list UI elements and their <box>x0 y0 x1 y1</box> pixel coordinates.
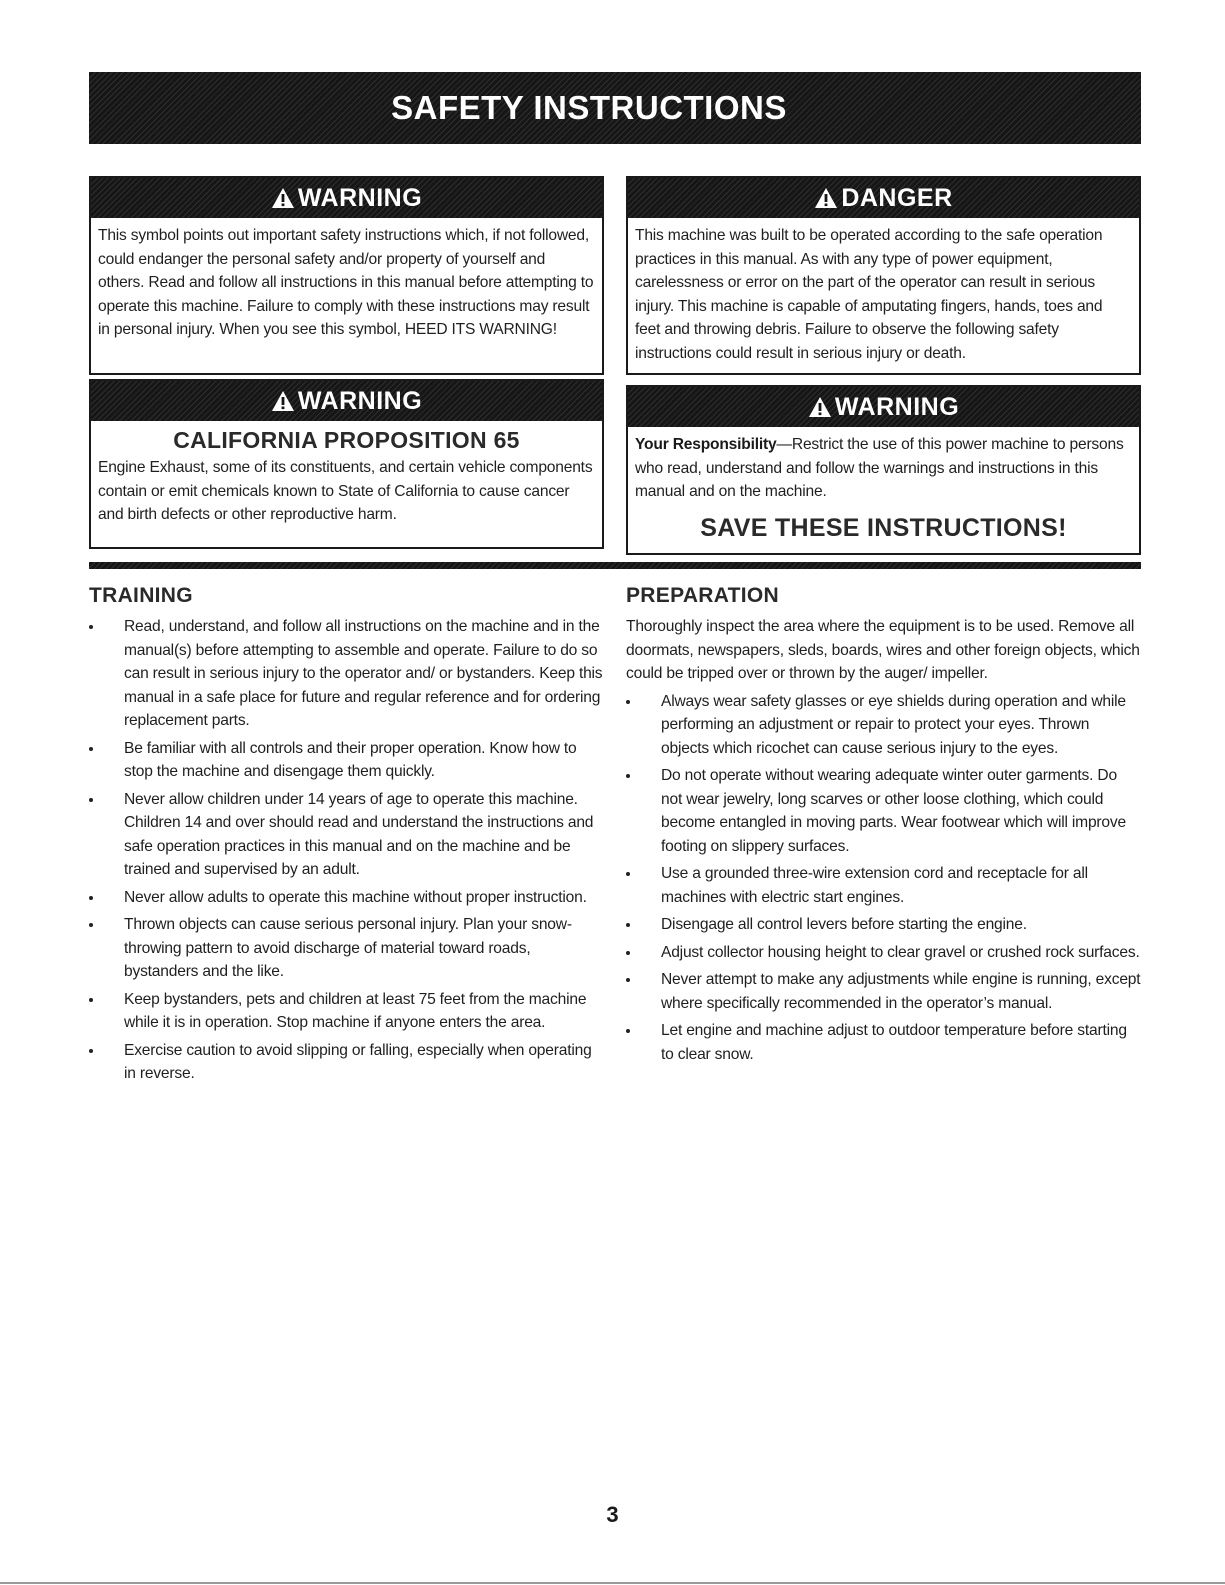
bullet-icon <box>89 923 93 927</box>
list-item: Read, understand, and follow all instructions on the machine and in the manual(s) before attempting to assemble and operate. Failure to do so can result in serious injury to the operator and/ or bystanders. Keep this manual in a safe place for future and regular reference and for ordering replacement parts. <box>89 615 604 733</box>
bullet-icon <box>89 998 93 1002</box>
warning-triangle-icon <box>808 396 832 418</box>
bullet-icon <box>89 747 93 751</box>
list-item: Always wear safety glasses or eye shields during operation and while performing an adjustment or repair to protect your eyes. Thrown objects which ricochet can cause serious injury to the eyes. <box>626 690 1141 761</box>
bullet-icon <box>89 1049 93 1053</box>
responsibility-box <box>626 385 1141 555</box>
bullet-icon <box>89 798 93 802</box>
responsibility-text <box>628 427 1139 504</box>
page-banner <box>89 72 1141 144</box>
responsibility-box-header <box>628 387 1139 427</box>
warning-triangle-icon <box>271 390 295 412</box>
training-heading: TRAINING <box>89 584 193 607</box>
list-item: Do not operate without wearing adequate winter outer garments. Do not wear jewelry, long scarves or other loose clothing, which could become entangled in moving parts. Wear footwear which will improve footing on slippery surfaces. <box>626 764 1141 858</box>
prop65-box-header-label: WARNING <box>297 386 423 415</box>
list-item: Be familiar with all controls and their proper operation. Know how to stop the machine and disengage them quickly. <box>89 737 604 784</box>
prop65-box <box>89 379 604 549</box>
bullet-icon <box>626 872 630 876</box>
list-item: Never allow children under 14 years of age to operate this machine. Children 14 and over should read and understand the instructions and safe operation practices in this manual and on the machine and be trained and supervised by an adult. <box>89 788 604 882</box>
warning-box-header-label: WARNING <box>297 183 423 212</box>
list-item: Thrown objects can cause serious personal injury. Plan your snow-throwing pattern to avoid discharge of material toward roads, bystanders and the like. <box>89 913 604 984</box>
bullet-icon <box>89 896 93 900</box>
list-item: Let engine and machine adjust to outdoor temperature before starting to clear snow. <box>626 1019 1141 1066</box>
list-item: Disengage all control levers before starting the engine. <box>626 913 1141 937</box>
training-list <box>89 615 604 1086</box>
bullet-icon <box>626 774 630 778</box>
list-item: Exercise caution to avoid slipping or falling, especially when operating in reverse. <box>89 1039 604 1086</box>
list-item: Never allow adults to operate this machine without proper instruction. <box>89 886 604 910</box>
responsibility-label: Your Responsibility <box>635 436 777 453</box>
save-instructions-title: SAVE THESE INSTRUCTIONS! <box>700 513 1067 542</box>
bullet-icon <box>626 700 630 704</box>
preparation-intro: Thoroughly inspect the area where the equipment is to be used. Remove all doormats, newspapers, sleds, boards, wires and other foreign objects, which could be tripped over or thrown by the auger/ impeller. <box>626 618 1140 682</box>
bottom-rule <box>0 1582 1225 1584</box>
prop65-box-header <box>91 381 602 421</box>
warning-box-text: This symbol points out important safety instructions which, if not followed, could endanger the personal safety and/or property of yourself and others. Read and follow all instructions in this manual before attempting to operate this machine. Failure to comply with these instructions may result in personal injury. When you see this symbol, HEED ITS WARNING! <box>98 227 594 338</box>
training-section <box>89 583 604 1090</box>
preparation-list <box>626 690 1141 1067</box>
bullet-icon <box>626 951 630 955</box>
danger-box-header <box>628 178 1139 218</box>
banner-title: SAFETY INSTRUCTIONS <box>391 89 787 126</box>
warning-box <box>89 176 604 375</box>
responsibility-box-header-label: WARNING <box>834 392 960 421</box>
list-item: Adjust collector housing height to clear gravel or crushed rock surfaces. <box>626 941 1141 965</box>
prop65-text: Engine Exhaust, some of its constituents, and certain vehicle components contain or emit chemicals known to State of California to cause cancer and birth defects or other reproductive harm. <box>98 459 593 523</box>
warning-triangle-icon <box>271 187 295 209</box>
section-divider <box>89 562 1141 569</box>
page-number: 3 <box>606 1502 619 1527</box>
list-item: Keep bystanders, pets and children at least 75 feet from the machine while it is in operation. Stop machine if anyone enters the area. <box>89 988 604 1035</box>
danger-box-text: This machine was built to be operated according to the safe operation practices in this manual. As with any type of power equipment, carelessness or error on the part of the operator can result in serious injury. This machine is capable of amputating fingers, hands, toes and feet and throwing debris. Failure to observe the following safety instructions could result in serious injury or death. <box>635 227 1103 362</box>
prop65-title: CALIFORNIA PROPOSITION 65 <box>173 427 520 453</box>
list-item: Never attempt to make any adjustments while engine is running, except where specifically recommended in the operator’s manual. <box>626 968 1141 1015</box>
bullet-icon <box>626 923 630 927</box>
danger-box <box>626 176 1141 375</box>
responsibility-body: —Restrict the use of this power machine to persons who read, understand and follow the warnings and instructions in this manual and on the machine. <box>635 436 1124 500</box>
preparation-section <box>626 583 1141 1070</box>
list-item: Use a grounded three-wire extension cord and receptacle for all machines with electric start engines. <box>626 862 1141 909</box>
bullet-icon <box>89 625 93 629</box>
warning-box-header <box>91 178 602 218</box>
preparation-heading: PREPARATION <box>626 584 780 607</box>
danger-box-header-label: DANGER <box>841 183 953 212</box>
bullet-icon <box>626 978 630 982</box>
bullet-icon <box>626 1029 630 1033</box>
warning-triangle-icon <box>814 187 838 209</box>
